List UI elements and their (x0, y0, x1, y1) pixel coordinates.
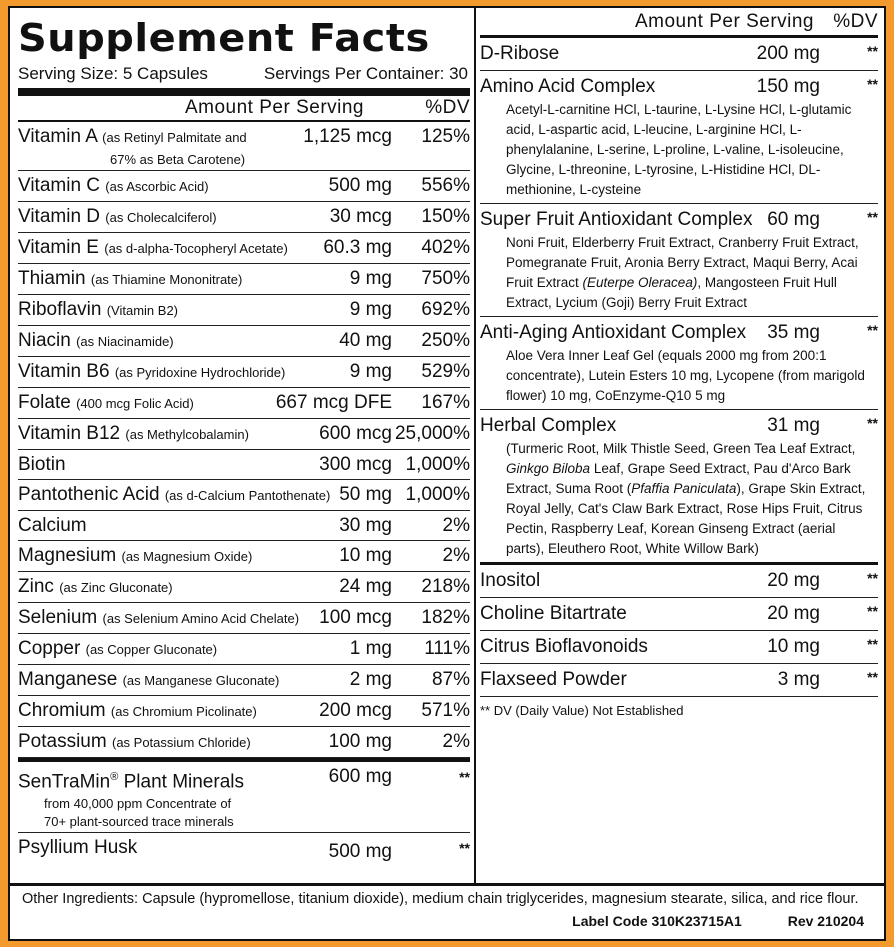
nutrient-label: Calcium (18, 515, 87, 536)
ingredient-dv: ** (867, 43, 878, 59)
ingredient-dv: ** (867, 322, 878, 338)
label-codes (530, 913, 864, 929)
ingredient-line (480, 319, 878, 346)
nutrient-dv: 750% (421, 268, 470, 289)
psyllium-row (18, 833, 470, 866)
nutrient-row (18, 450, 470, 480)
nutrient-source: (as Niacinamide) (76, 334, 174, 349)
nutrient-label: Zinc (18, 576, 54, 597)
ingredient-name: Inositol (480, 570, 541, 591)
nutrient-amount: 9 mg (349, 268, 392, 289)
ingredient-line (480, 633, 878, 660)
nutrient-dv: ** (459, 769, 470, 785)
nutrient-dv: 2% (442, 545, 470, 566)
nutrient-source: (as Methylcobalamin) (125, 427, 249, 442)
nutrient-source: (as Copper Gluconate) (85, 642, 218, 657)
nutrient-amount: 500 mg (328, 841, 392, 863)
nutrient-dv: 182% (421, 607, 470, 628)
nutrient-label: Riboflavin (18, 299, 102, 320)
nutrient-name: SenTraMin® Plant Minerals (18, 771, 244, 793)
desc-text: ), Grape Skin Extract, Royal Jelly, Cat's Claw Bark Extract, Rose Hips Fruit, Citrus Pectin, Raspberry Leaf, Korean Ginseng Extract (aerial parts), Eleuthero Root, White Willow Bark) (506, 481, 866, 556)
nutrient-amount: 100 mg (328, 731, 392, 752)
ingredient-line (480, 73, 878, 100)
nutrient-source: (as Manganese Gluconate) (122, 673, 280, 688)
sentramin-desc: from 40,000 ppm Concentrate of (44, 796, 232, 812)
ingredient-amount: 200 mg (756, 43, 820, 64)
nutrient-dv: 250% (421, 330, 470, 351)
nutrient-source: (as Magnesium Oxide) (121, 549, 253, 564)
nutrient-amount: 100 mcg (319, 607, 392, 628)
ingredient-dv: ** (867, 636, 878, 652)
ingredient-row (480, 565, 878, 598)
nutrient-dv: 25,000% (394, 423, 470, 444)
ingredient-dv: ** (867, 415, 878, 431)
nutrient-row (18, 419, 470, 450)
ingredient-name: Anti-Aging Antioxidant Complex (480, 322, 747, 343)
ingredient-amount: 150 mg (756, 76, 820, 97)
nutrient-amount: 10 mg (339, 545, 392, 566)
nutrient-name (18, 667, 350, 694)
nutrient-source: (as Cholecalciferol) (105, 210, 217, 225)
ingredient-row (480, 598, 878, 631)
nutrient-row (18, 264, 470, 295)
ingredient-name: Flaxseed Powder (480, 669, 627, 690)
amount-header: Amount Per Serving (184, 97, 364, 118)
nutrient-name (18, 513, 339, 539)
nutrient-name (18, 698, 319, 725)
nutrient-label: Potassium (18, 731, 107, 752)
ingredient-line (480, 412, 878, 439)
nutrient-name (18, 421, 319, 448)
nutrient-row (18, 480, 470, 511)
nutrient-label: Manganese (18, 669, 118, 690)
nutrient-source: (as Zinc Gluconate) (59, 580, 173, 595)
nutrient-row (18, 122, 470, 171)
nutrient-amount: 50 mg (339, 484, 392, 505)
ingredient-name: Choline Bitartrate (480, 603, 627, 624)
nutrient-label: Selenium (18, 607, 98, 628)
nutrient-label: Copper (18, 638, 81, 659)
nutrient-source: (as Potassium Chloride) (111, 735, 251, 750)
ingredient-amount: 10 mg (767, 636, 820, 657)
nutrient-label: Vitamin E (18, 237, 99, 258)
ingredient-dv: ** (867, 76, 878, 92)
nutrient-name (18, 482, 339, 509)
nutrient-name (18, 636, 350, 663)
ingredient-dv: ** (867, 669, 878, 685)
nutrient-source: (as d-alpha-Tocopheryl Acetate) (104, 241, 288, 256)
left-column (18, 8, 470, 866)
nutrient-dv: 150% (421, 206, 470, 227)
nutrient-dv: 529% (421, 361, 470, 382)
desc-text: Leaf, Grape Seed Extract, Pau d'Arco Bark Extract, Suma Root ( (506, 461, 851, 496)
nutrient-dv: 571% (421, 700, 470, 721)
nutrient-name (18, 173, 329, 200)
thick-rule (18, 88, 470, 96)
nutrient-name: Psyllium Husk (18, 837, 138, 859)
nutrient-label: Pantothenic Acid (18, 484, 160, 505)
nutrient-dv: 87% (431, 669, 470, 690)
nutrient-row (18, 171, 470, 202)
ingredient-name: D-Ribose (480, 43, 560, 64)
nutrient-label: Thiamin (18, 268, 86, 289)
serving-info (18, 64, 470, 84)
nutrient-amount: 30 mcg (329, 206, 392, 227)
nutrient-dv: 1,000% (405, 454, 470, 475)
nutrient-source: (as d-Calcium Pantothenate) (164, 488, 331, 503)
nutrient-row (18, 233, 470, 264)
nutrient-label: Vitamin C (18, 175, 101, 196)
nutrient-row (18, 326, 470, 357)
ingredient-amount: 20 mg (767, 603, 820, 624)
nutrient-name (18, 729, 329, 756)
ingredient-line (480, 567, 878, 594)
nutrient-name (18, 359, 350, 386)
nutrient-source: (as Retinyl Palmitate and (102, 130, 247, 145)
nutrient-amount: 200 mcg (319, 700, 392, 721)
nutrient-row (18, 541, 470, 572)
nutrient-dv: 692% (421, 299, 470, 320)
nutrient-dv: 2% (442, 515, 470, 536)
nutrient-name (18, 204, 330, 231)
nutrient-dv: 167% (421, 392, 470, 413)
nutrient-dv: 556% (421, 175, 470, 196)
ingredient-row (480, 664, 878, 697)
nutrient-row (18, 357, 470, 388)
nutrient-label: Chromium (18, 700, 106, 721)
nutrient-name (18, 452, 319, 478)
nutrient-row (18, 202, 470, 233)
nutrient-amount: 1,125 mcg (303, 126, 392, 147)
nutrient-label: Folate (18, 392, 71, 413)
desc-text: (Turmeric Root, Milk Thistle Seed, Green Tea Leaf Extract, (506, 441, 856, 456)
nutrient-amount: 9 mg (349, 299, 392, 320)
column-divider (474, 8, 476, 883)
nutrient-amount: 667 mcg DFE (275, 392, 392, 413)
ingredient-row (480, 204, 878, 317)
sentramin-desc: 70+ plant-sourced trace minerals (44, 814, 234, 830)
nutrient-amount: 300 mcg (319, 454, 392, 475)
nutrient-dv: 402% (421, 237, 470, 258)
nutrient-name (18, 328, 339, 355)
nutrient-source: (Vitamin B2) (106, 303, 179, 318)
other-ingredients: Other Ingredients: Capsule (hypromellose, titanium dioxide), medium chain triglycerides, magnesium stearate, silica, and rice flour. (22, 891, 859, 907)
right-column (480, 8, 878, 718)
ingredient-row (480, 71, 878, 204)
nutrient-dv: 125% (421, 126, 470, 147)
ingredient-name: Citrus Bioflavonoids (480, 636, 648, 657)
nutrient-name (18, 574, 339, 601)
ingredient-name: Amino Acid Complex (480, 76, 656, 97)
nutrient-amount: 40 mg (339, 330, 392, 351)
left-table-header (18, 96, 470, 122)
nutrient-source: (as Thiamine Mononitrate) (90, 272, 243, 287)
nutrient-row (18, 696, 470, 727)
supplement-facts-label (8, 6, 886, 941)
nutrient-label: Biotin (18, 454, 66, 475)
desc-italic: Pfaffia Paniculata (631, 481, 737, 496)
ingredient-desc (480, 233, 878, 313)
nutrient-name (18, 543, 339, 570)
nutrient-label: Niacin (18, 330, 71, 351)
dv-header: %DV (833, 11, 878, 32)
nutrient-dv: 1,000% (405, 484, 470, 505)
ingredient-row (480, 631, 878, 664)
nutrient-name (18, 605, 319, 632)
nutrient-label: Magnesium (18, 545, 117, 566)
nutrient-source: (as Pyridoxine Hydrochloride) (114, 365, 286, 380)
ingredient-row (480, 410, 878, 565)
ingredient-desc: Aloe Vera Inner Leaf Gel (equals 2000 mg from 200:1 concentrate), Lutein Esters 10 mg, Lycopene (from marigold flower) 10 mg, CoEnzyme-Q10 5 mg (506, 348, 865, 403)
nutrient-row (18, 603, 470, 634)
nutrient-name (18, 124, 303, 169)
other-ingredients-section (10, 883, 884, 929)
nutrient-label: Vitamin B12 (18, 423, 121, 444)
nutrient-row (18, 727, 470, 758)
ingredient-amount: 31 mg (767, 415, 820, 436)
nutrient-amount: 30 mg (339, 515, 392, 536)
footnote: ** DV (Daily Value) Not Established (480, 703, 684, 718)
desc-italic: Ginkgo Biloba (506, 461, 591, 476)
amount-header: Amount Per Serving (634, 11, 814, 32)
ingredient-amount: 60 mg (767, 209, 820, 230)
ingredient-line (480, 600, 878, 627)
sentramin-row (18, 758, 470, 833)
nutrient-label: Vitamin D (18, 206, 101, 227)
right-table-header (480, 8, 878, 38)
ingredient-line (480, 40, 878, 67)
nutrient-source: (as Selenium Amino Acid Chelate) (102, 611, 300, 626)
nutrient-amount: 60.3 mg (323, 237, 392, 258)
ingredient-line (480, 206, 878, 233)
nutrient-dv: 218% (421, 576, 470, 597)
nutrient-source: (400 mcg Folic Acid) (76, 396, 194, 411)
ingredient-amount: 20 mg (767, 570, 820, 591)
nutrient-amount: 24 mg (339, 576, 392, 597)
nutrient-row (18, 572, 470, 603)
nutrient-row (18, 388, 470, 419)
ingredient-desc (480, 439, 878, 559)
ingredient-amount: 35 mg (767, 322, 820, 343)
nutrient-name (18, 235, 323, 262)
nutrient-row (18, 511, 470, 541)
servings-per-container: Servings Per Container: 30 (263, 64, 468, 83)
nutrient-name (18, 390, 276, 417)
desc-text: , Mangosteen Fruit Hull Extract, Lycium (Goji) Berry Fruit Extract (506, 275, 837, 310)
nutrient-dv: 2% (442, 731, 470, 752)
nutrient-name (18, 266, 350, 293)
nutrient-source: (as Ascorbic Acid) (105, 179, 209, 194)
left-nutrient-list (18, 122, 470, 758)
ingredient-amount: 3 mg (777, 669, 820, 690)
ingredient-row (480, 317, 878, 410)
nutrient-name (18, 297, 350, 324)
nutrient-row (18, 665, 470, 696)
ingredient-row (480, 38, 878, 71)
ingredient-dv: ** (867, 603, 878, 619)
nutrient-dv: ** (459, 840, 470, 857)
desc-italic: (Euterpe Oleracea) (582, 275, 698, 290)
nutrient-label: Vitamin B6 (18, 361, 110, 382)
nutrient-row (18, 634, 470, 665)
ingredient-name: Super Fruit Antioxidant Complex (480, 209, 753, 230)
right-ingredient-list (480, 38, 878, 697)
nutrient-amount: 600 mg (328, 766, 392, 787)
nutrient-dv: 111% (424, 638, 470, 659)
nutrient-label: Vitamin A (18, 126, 97, 147)
nutrient-amount: 2 mg (349, 669, 392, 690)
ingredient-desc: Acetyl-L-carnitine HCl, L-taurine, L-Lysine HCl, L-glutamic acid, L-aspartic acid, L-leucine, L-arginine HCl, L-phenylalanine, L-serine, L-proline, L-valine, L-isoleucine, Glycine, L-threonine, L-tyrosine, L-Histidine HCl, DL-methionine, L-cysteine (506, 102, 852, 197)
ingredient-dv: ** (867, 209, 878, 225)
desc-text: Noni Fruit, Elderberry Fruit Extract, Cranberry Fruit Extract, Pomegranate Fruit, Aronia Berry Extract, Maqui Berry, Acai Fruit Extract (506, 235, 859, 290)
nutrient-amount: 9 mg (349, 361, 392, 382)
serving-size: Serving Size: 5 Capsules (18, 64, 208, 83)
nutrient-amount: 600 mcg (319, 423, 392, 444)
nutrient-source: (as Chromium Picolinate) (110, 704, 257, 719)
label-code: Label Code 310K23715A1 (572, 913, 742, 929)
nutrient-row (18, 295, 470, 326)
nutrient-amount: 500 mg (328, 175, 392, 196)
nutrient-amount: 1 mg (349, 638, 392, 659)
page-title: Supplement Facts (18, 16, 430, 60)
ingredient-name: Herbal Complex (480, 415, 617, 436)
ingredient-line (480, 666, 878, 693)
ingredient-dv: ** (867, 570, 878, 586)
dv-header: %DV (425, 97, 470, 118)
nutrient-source-cont: 67% as Beta Carotene) (110, 152, 246, 167)
revision: Rev 210204 (787, 913, 864, 929)
